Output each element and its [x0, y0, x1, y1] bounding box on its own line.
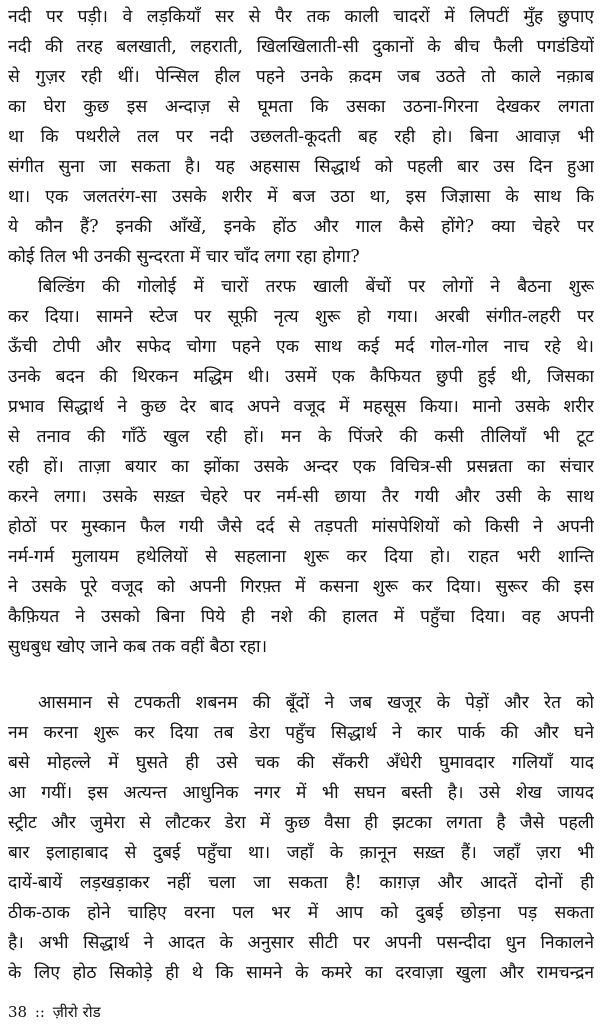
text-line: दायें-बायें लड़खड़ाकर नहीं चला जा सकता है! काग़ज़ और आदतें दोनों ही	[8, 873, 594, 893]
text-line: ये कौन हैं? इनकी आँखें, इनके होंठ और गाल कैसे होंगे? क्या चेहरे पर	[8, 217, 594, 237]
text-line: ऊँची टोपी और सफेद चोगा पहने एक साथ कई मर्द गोल-गोल नाच रहे थे।	[8, 337, 594, 357]
page-number: 38	[8, 1003, 28, 1021]
text-line: नदी की तरह बलखाती, लहराती, खिलखिलाती-सी दुकानों के बीच फैली पगडंडियों	[8, 37, 594, 57]
book-title: ज़ीरो रोड	[52, 1003, 101, 1021]
text-line: नर्म-गर्म मुलायम हथेलियों से सहलाना शुरू कर दिया हो। राहत भरी शान्ति	[8, 547, 594, 567]
text-line: नदी पर पड़ी। वे लड़कियाँ सर से पैर तक काली चादरों में लिपटीं मुँह छुपाए	[8, 7, 594, 27]
text-line: नम करना शुरू कर दिया तब डेरा पहुँच सिद्धार्थ ने कार पार्क की और घने	[8, 723, 594, 743]
text-line: आसमान से टपकती शबनम की बूँदों ने जब खजूर के पेड़ों और रेत को	[38, 693, 594, 713]
text-line: ने उसके पूरे वजूद को अपनी गिरफ़्त में कसना शुरू कर दिया। सुरूर की इस	[8, 577, 594, 597]
text-line: बार इलाहाबाद से दुबई पहुँचा था। जहाँ के क़ानून सख़्त हैं। जहाँ ज़रा भी	[8, 843, 594, 863]
text-line: बिल्डिंग की गोलोई में चारों तरफ खाली बेंचों पर लोगों ने बैठना शुरू	[38, 277, 594, 297]
text-line: कर दिया। सामने स्टेज पर सूफ़ी नृत्य शुरू हो गया। अरबी संगीत-लहरी पर	[8, 307, 594, 327]
text-line: सुधबुध खोए जाने कब तक वहीं बैठा रहा।	[8, 637, 268, 657]
text-line: आ गयीं। इस अत्यन्त आधुनिक नगर में भी सघन बस्ती है। उसे शेख जायद	[8, 783, 594, 803]
text-line: कैफ़ियत ने उसको बिना पिये ही नशे की हालत में पहुँचा दिया। वह अपनी	[8, 607, 594, 627]
text-line: स्ट्रीट और जुमेरा से लौटकर डेरा में कुछ वैसा ही झटका लगता है जैसे पहली	[8, 813, 594, 833]
text-line: ठीक-ठाक होने चाहिए वरना पल भर में आप को दुबई छोड़ना पड़ सकता	[8, 903, 594, 923]
text-line: प्रभाव सिद्धार्थ ने कुछ देर बाद अपने वजूद में महसूस किया। मानो उसके शरीर	[8, 397, 594, 417]
text-line: से गुज़र रही थीं। पेन्सिल हील पहने उनके क़दम जब उठते तो काले नक़ाब	[8, 67, 594, 87]
text-line: का घेरा कुछ इस अन्दाज़ से घूमता कि उसका उठना-गिरना देखकर लगता	[8, 97, 594, 117]
footer-separator: ::	[34, 1003, 45, 1021]
text-line: बसे मोहल्ले में घुसते ही उसे चक की सँकरी अँधेरी घुमावदार गलियाँ याद	[8, 753, 594, 773]
text-line: के लिए होठ सिकोड़े ही थे कि सामने के कमरे का दरवाज़ा खुला और रामचन्द्रन	[8, 963, 594, 983]
text-line: था। एक जलतरंग-सा उसके शरीर में बज उठा था, इस जिज्ञासा के साथ कि	[8, 187, 594, 207]
text-line: होठों पर मुस्कान फैल गयी जैसे दर्द से तड़पती मांसपेशियों को किसी ने अपनी	[8, 517, 594, 537]
text-line: से तनाव की गाँठें खुल रही हों। मन के पिंजरे की कसी तीलियाँ भी टूट	[8, 427, 594, 447]
text-line: था कि पथरीले तल पर नदी उछलती-कूदती बह रही हो। बिना आवाज़ भी	[8, 127, 594, 147]
text-line: संगीत सुना जा सकता है। यह अहसास सिद्धार्थ को पहली बार उस दिन हुआ	[8, 157, 594, 177]
text-line: है। अभी सिद्धार्थ ने आदत के अनुसार सीटी पर अपनी पसन्दीदा धुन निकालने	[8, 933, 594, 953]
text-line: करने लगा। उसके सख़्त चेहरे पर नर्म-सी छाया तैर गयी और उसी के साथ	[8, 487, 594, 507]
text-line: रही हों। ताज़ा बयार का झोंका उसके अन्दर एक विचित्र-सी प्रसन्नता का संचार	[8, 457, 594, 477]
text-line: उनके बदन की थिरकन मद्धिम थी। उसमें एक कैफियत छुपी हुई थी, जिसका	[8, 367, 594, 387]
page-footer	[8, 1000, 101, 1024]
text-line: कोई तिल भी उनकी सुन्दरता में चार चाँद लगा रहा होगा?	[8, 247, 360, 267]
